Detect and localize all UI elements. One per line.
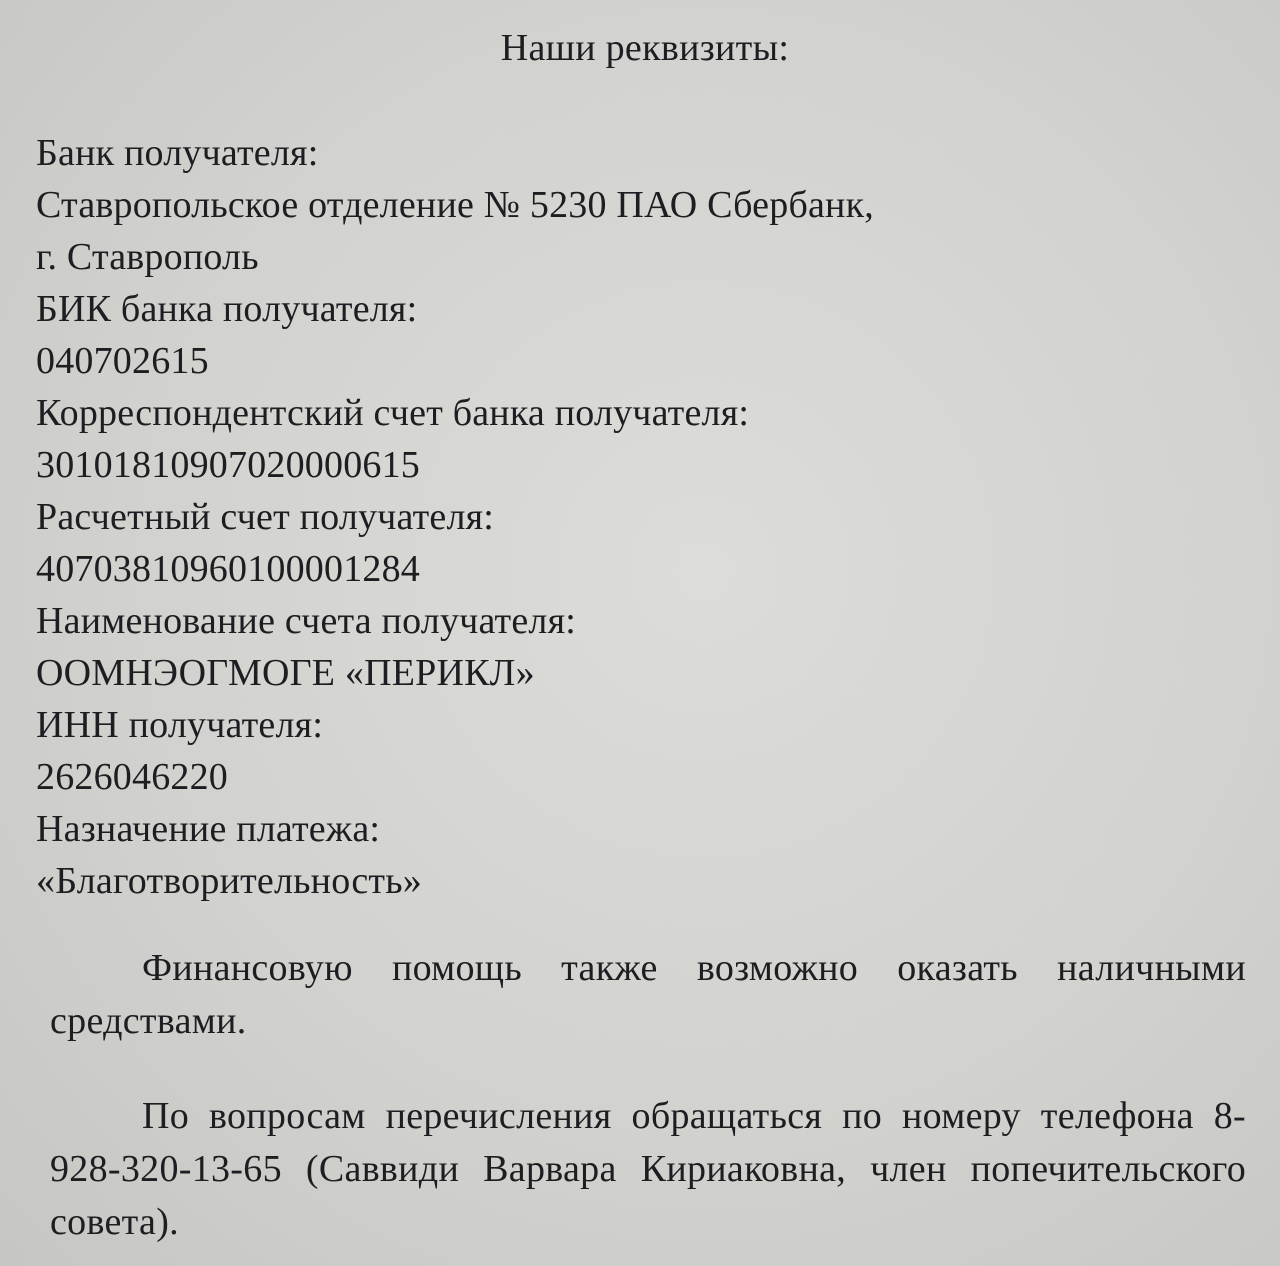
bik-label: БИК банка получателя: — [36, 288, 418, 330]
page-title: Наши реквизиты: — [500, 27, 790, 69]
inn-label: ИНН получателя: — [36, 704, 324, 746]
bank-name: Ставропольское отделение № 5230 ПАО Сбербанк, — [36, 184, 874, 226]
settlement-account-label: Расчетный счет получателя: — [36, 496, 495, 538]
cash-help-paragraph: Финансовую помощь также возможно оказать наличными средствами. — [50, 947, 1246, 1042]
bank-city: г. Ставрополь — [36, 236, 259, 278]
bik-value: 040702615 — [36, 340, 209, 382]
corr-account-value: 30101810907020000615 — [36, 444, 420, 486]
requisites-list — [36, 127, 1236, 907]
contact-paragraph: По вопросам перечисления обращаться по номеру телефона 8-928-320-13-65 (Саввиди Варвара Кириаковна, член попечительского совета). — [50, 1095, 1246, 1243]
account-name-value: ООМНЭОГМОГЕ «ПЕРИКЛ» — [36, 652, 535, 694]
settlement-account-value: 40703810960100001284 — [36, 548, 420, 590]
inn-value: 2626046220 — [36, 756, 228, 798]
payment-purpose-label: Назначение платежа: — [36, 808, 381, 850]
payment-purpose-value: «Благотворительность» — [36, 860, 422, 902]
account-name-label: Наименование счета получателя: — [36, 600, 577, 642]
corr-account-label: Корреспондентский счет банка получателя: — [36, 392, 750, 434]
bank-label: Банк получателя: — [36, 132, 319, 174]
